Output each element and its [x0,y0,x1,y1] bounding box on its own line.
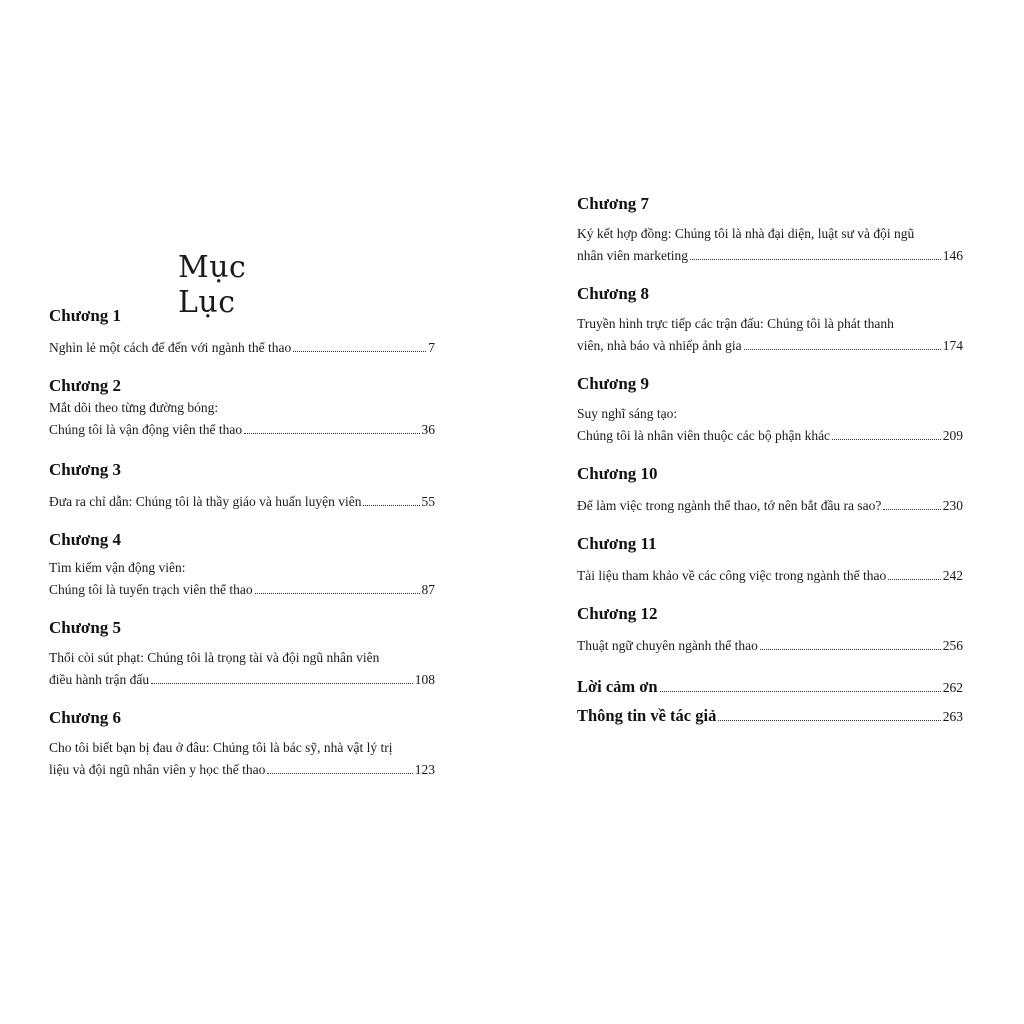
chapter-title: Chúng tôi là nhân viên thuộc các bộ phận khác [577,428,831,443]
chapter-heading: Chương 1 [49,306,122,325]
dot-leader [888,579,940,580]
chapter-heading: Chương 11 [577,534,657,553]
chapter-title: liệu và đội ngũ nhân viên y học thể thao [49,762,266,777]
toc-entry-line [577,425,963,447]
toc-chapter-6[interactable] [49,707,435,781]
toc-entry-line [49,759,435,781]
toc-entry-line [49,419,435,441]
dot-leader [660,691,941,692]
dot-leader [718,720,940,721]
toc-chapter-10[interactable] [577,463,963,517]
page-number: 242 [942,568,963,583]
chapter-title-line: Ký kết hợp đồng: Chúng tôi là nhà đại diện, luật sư và đội ngũ [577,226,915,241]
toc-entry-line [577,335,963,357]
dot-leader [363,505,419,506]
toc-chapter-8[interactable] [577,283,963,357]
toc-chapter-7[interactable] [577,193,963,267]
dot-leader [151,683,413,684]
toc-entry-line [577,245,963,267]
toc-chapter-1[interactable] [49,305,435,359]
dot-leader [832,439,941,440]
chapter-heading: Chương 9 [577,374,650,393]
page-number: 55 [421,494,435,509]
toc-entry-line [577,565,963,587]
toc-entry-line [49,337,435,359]
toc-entry-line [49,491,435,513]
toc-entry-line [49,579,435,601]
chapter-title-line: Thổi còi sút phạt: Chúng tôi là trọng tài và đội ngũ nhân viên [49,650,380,665]
dot-leader [255,593,420,594]
dot-leader [244,433,419,434]
chapter-title-line: Tìm kiếm vận động viên: [49,560,186,575]
chapter-heading: Chương 8 [577,284,650,303]
toc-right-column [577,193,963,731]
toc-chapter-2[interactable] [49,375,435,441]
chapter-title: điều hành trận đấu [49,672,150,687]
chapter-title: Nghìn lẻ một cách để đến với ngành thể thao [49,340,292,355]
toc-entry-line [577,635,963,657]
chapter-title: Tài liệu tham khảo về các công việc trong ngành thể thao [577,568,887,583]
chapter-heading: Chương 3 [49,460,122,479]
page-number: 87 [421,582,435,597]
chapter-heading: Chương 4 [49,530,122,549]
acknowledgements-label: Lời cảm ơn [577,677,658,696]
toc-left-column [49,305,435,781]
dot-leader [690,259,941,260]
toc-page-title: Mục Lục [178,250,247,320]
page-number: 262 [942,680,963,695]
page-number: 209 [942,428,963,443]
chapter-title-line: Cho tôi biết bạn bị đau ở đâu: Chúng tôi là bác sỹ, nhà vật lý trị [49,740,393,755]
chapter-title-line: Mắt dõi theo từng đường bóng: [49,400,219,415]
page-number: 123 [414,762,435,777]
toc-chapter-3[interactable] [49,459,435,513]
chapter-title-line: Suy nghĩ sáng tạo: [577,406,678,421]
chapter-heading: Chương 7 [577,194,650,213]
chapter-title-line: Truyền hình trực tiếp các trận đấu: Chúng tôi là phát thanh [577,316,894,331]
chapter-heading: Chương 2 [49,376,122,395]
page-number: 256 [942,638,963,653]
toc-chapter-5[interactable] [49,617,435,691]
chapter-title: Để làm việc trong ngành thể thao, tớ nên bắt đầu ra sao? [577,498,882,513]
chapter-title: Chúng tôi là tuyển trạch viên thể thao [49,582,253,597]
page-number: 263 [942,709,963,724]
chapter-title: Thuật ngữ chuyên ngành thể thao [577,638,758,653]
dot-leader [293,351,426,352]
toc-chapter-12[interactable] [577,603,963,657]
chapter-heading: Chương 6 [49,708,122,727]
chapter-title: Chúng tôi là vận động viên thể thao [49,422,243,437]
chapter-title: Đưa ra chỉ dẫn: Chúng tôi là thầy giáo và huấn luyện viên [49,494,362,509]
toc-chapter-11[interactable] [577,533,963,587]
page-number: 36 [421,422,435,437]
toc-acknowledgements[interactable] [577,673,963,702]
page-number: 108 [414,672,435,687]
page-number: 146 [942,248,963,263]
toc-entry-line [49,669,435,691]
dot-leader [760,649,941,650]
toc-entry-line [577,495,963,517]
chapter-heading: Chương 12 [577,604,658,623]
page-number: 7 [428,340,435,355]
toc-chapter-4[interactable] [49,529,435,601]
toc-chapter-9[interactable] [577,373,963,447]
chapter-heading: Chương 10 [577,464,658,483]
page-number: 230 [942,498,963,513]
page-number: 174 [942,338,963,353]
chapter-title: nhân viên marketing [577,248,688,263]
chapter-heading: Chương 5 [49,618,122,637]
dot-leader [744,349,941,350]
chapter-title: viên, nhà báo và nhiếp ảnh gia [577,338,742,353]
toc-about-author[interactable] [577,702,963,731]
about-author-label: Thông tin về tác giả [577,706,717,725]
dot-leader [267,773,412,774]
dot-leader [883,509,940,510]
